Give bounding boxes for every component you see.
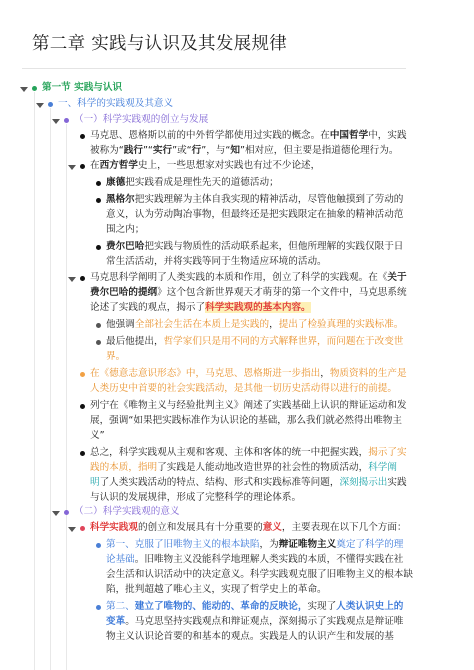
paragraph-line: 总之，科学实践观从主观和客观、主体和客体的统一中把握实践，揭示了实 — [90, 447, 407, 458]
bullet-icon — [80, 451, 85, 456]
paragraph-line: 马克思、恩格斯以前的中外哲学都使用过实践的概念。在中国哲学中，实践 — [90, 130, 407, 141]
bullet-icon — [80, 134, 85, 139]
paragraph-line: 在西方哲学史上，一些思想家对实践也有过不少论述， — [90, 160, 321, 171]
tree-guide-line — [50, 108, 51, 670]
subsection-heading: （一）科学实践观的创立与发展 — [74, 114, 209, 125]
paragraph-line: 展，强调“如果把实践标准作为认识论的基础，那么我们就必然得出唯物主 — [90, 415, 402, 426]
paragraph-line: 践的本质，指明了实践是人能动地改造世界的社会性的物质活动，科学阐 — [90, 462, 397, 473]
bullet-icon — [96, 198, 101, 203]
title-divider — [22, 68, 406, 69]
bullet-icon — [96, 181, 101, 186]
bullet-icon — [80, 372, 85, 377]
paragraph-line: 第一、克服了旧唯物主义的根本缺陷，为辩证唯物主义奠定了科学的理 — [106, 539, 404, 550]
paragraph-line: 陷，批判超越了唯心主义，实现了哲学史上的革命。 — [106, 584, 327, 595]
subsection-heading: （二）科学实践观的意义 — [74, 506, 180, 517]
paragraph-line: 在《德意志意识形态》中，马克思、恩格斯进一步指出，物质资料的生产是 — [90, 368, 407, 379]
tree-guide-line — [66, 124, 67, 670]
paragraph-line: 物主义认识论首要的和基本的观点。实践是人的认识产生和发展的基 — [106, 631, 394, 642]
collapse-toggle-icon[interactable] — [36, 103, 44, 108]
collapse-toggle-icon[interactable] — [68, 165, 76, 170]
paragraph-line: 义” — [90, 430, 105, 441]
paragraph-line: 围之内； — [106, 224, 145, 235]
bullet-icon — [96, 543, 101, 548]
paragraph-line: 第二、建立了唯物的、能动的、革命的反映论，实现了人类认识史上的 — [106, 601, 404, 612]
paragraph-line: 与认识的发展规律，形成了完整科学的理论体系。 — [90, 492, 302, 503]
collapse-toggle-icon[interactable] — [68, 277, 76, 282]
bullet-icon — [80, 276, 85, 281]
collapse-toggle-icon[interactable] — [20, 87, 28, 92]
bullet-icon — [64, 118, 69, 123]
section-heading: 第一节 实践与认识 — [42, 82, 123, 93]
paragraph-line: 论述了实践的观点，揭示了科学实践观的基本内容。 — [90, 302, 311, 313]
collapse-toggle-icon[interactable] — [52, 511, 60, 516]
paragraph-line: 明了人类实践活动的特点、结构、形式和实践标准等问题，深刻揭示出实践 — [90, 477, 407, 488]
bullet-icon — [96, 605, 101, 610]
paragraph-line: 马克思科学阐明了人类实践的本质和作用，创立了科学的实践观。在《关于 — [90, 272, 407, 283]
tree-guide-line — [34, 92, 35, 670]
bullet-icon — [80, 164, 85, 169]
paragraph-line: 列宁在《唯物主义与经验批判主义》阐述了实践基础上认识的辩证运动和发 — [90, 400, 407, 411]
paragraph-line: 康德把实践看成是理性先天的道德活动； — [106, 177, 279, 188]
paragraph-line: 变革。马克思坚持实践观点和辩证观点，深刻揭示了实践观点是辩证唯 — [106, 616, 404, 627]
paragraph-line: 费尔巴哈把实践与物质性的活动联系起来，但他所理解的实践仅限于日 — [106, 241, 404, 252]
subsection-heading: 一、科学的实践观及其意义 — [58, 98, 174, 109]
paragraph-line: 论基础。旧唯物主义没能科学地理解人类实践的本质，不懂得实践在社 — [106, 554, 404, 565]
paragraph-line: 费尔巴哈的提纲》这个包含新世界观天才萌芽的第一个文件中，马克思系统 — [90, 287, 407, 298]
paragraph-line: 被称为“践行”“实行”或“行”，与“知”相对应，但主要是指道德伦理行为。 — [90, 145, 399, 156]
paragraph-line: 人类历史中首要的社会实践活动，是其他一切历史活动得以进行的前提。 — [90, 383, 397, 394]
paragraph-line: 他强调全部社会生活在本质上是实践的，提出了检验真理的实践标准。 — [106, 319, 404, 330]
collapse-toggle-icon[interactable] — [52, 119, 60, 124]
bullet-icon — [80, 404, 85, 409]
bullet-icon — [32, 86, 37, 91]
bullet-icon — [96, 340, 101, 345]
collapse-toggle-icon[interactable] — [68, 527, 76, 532]
paragraph-line: 意义，认为劳动陶冶事物，但最终还是把实践限定在抽象的精神活动范 — [106, 209, 404, 220]
page-title: 第二章 实践与认识及其发展规律 — [32, 34, 288, 54]
bullet-icon — [48, 102, 53, 107]
bullet-icon — [96, 323, 101, 328]
bullet-icon — [64, 510, 69, 515]
paragraph-line: 黑格尔把实践理解为主体自我实现的精神活动，尽管他触摸到了劳动的 — [106, 194, 404, 205]
bullet-icon — [80, 526, 85, 531]
paragraph-line: 常生活活动，并将实践等同于生物适应环境的活动。 — [106, 256, 327, 267]
paragraph-line: 最后他提出，哲学家们只是用不同的方式解释世界，而问题在于改变世 — [106, 336, 404, 347]
paragraph-line: 会生活和认识活动中的决定意义。科学实践观克服了旧唯物主义的根本缺 — [106, 569, 413, 580]
paragraph-line: 界。 — [106, 351, 126, 362]
bullet-icon — [96, 245, 101, 250]
paragraph-line: 科学实践观的创立和发展具有十分重要的意义，主要表现在以下几个方面： — [90, 522, 407, 533]
